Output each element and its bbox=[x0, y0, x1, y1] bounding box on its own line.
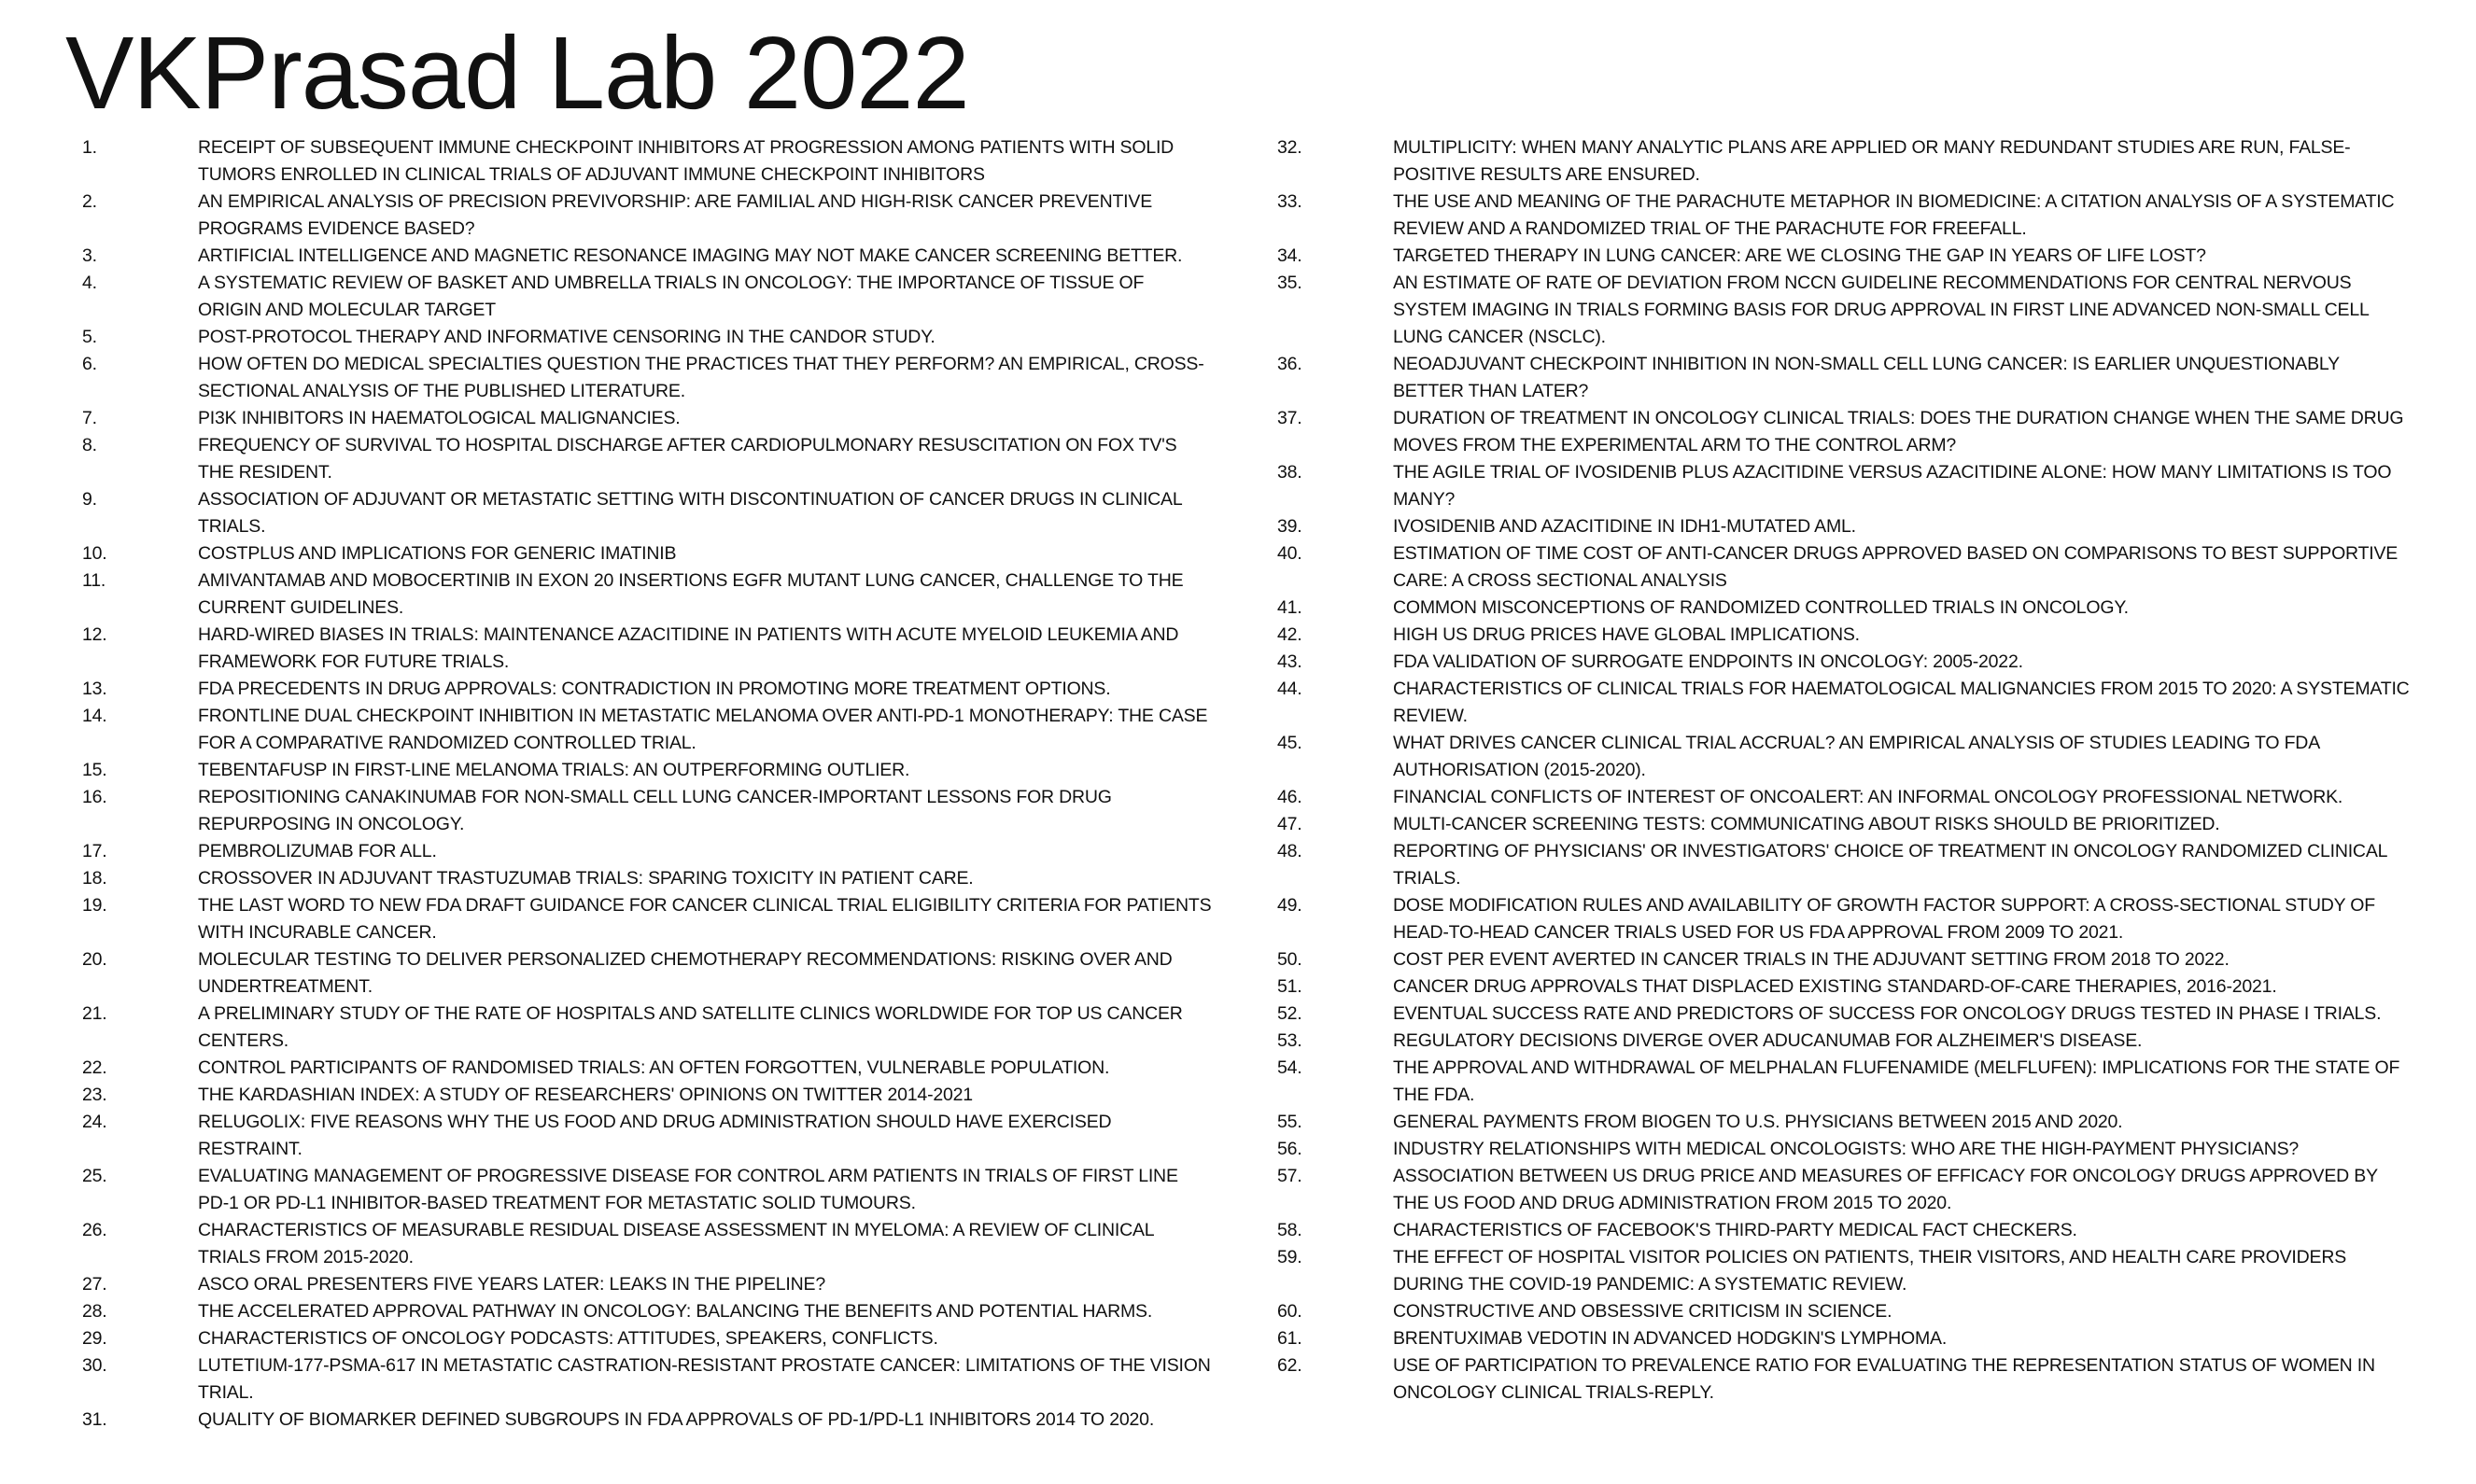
item-title: TEBENTAFUSP IN FIRST-LINE MELANOMA TRIALS: AN OUTPERFORMING OUTLIER. bbox=[198, 760, 910, 780]
item-number: 39. bbox=[1277, 516, 1302, 537]
item-title: THE APPROVAL AND WITHDRAWAL OF MELPHALAN FLUFENAMIDE (MELFLUFEN): IMPLICATIONS FOR THE STATE OF THE FDA. bbox=[1393, 1057, 2400, 1105]
item-title: A PRELIMINARY STUDY OF THE RATE OF HOSPITALS AND SATELLITE CLINICS WORLDWIDE FOR TOP US CANCER CENTERS. bbox=[198, 1003, 1183, 1051]
item-title: FRONTLINE DUAL CHECKPOINT INHIBITION IN METASTATIC MELANOMA OVER ANTI-PD-1 MONOTHERAPY: THE CASE FOR A COMPARATIVE RANDOMIZED CONTROLLED TRIAL. bbox=[198, 706, 1208, 753]
item-title: PEMBROLIZUMAB FOR ALL. bbox=[198, 841, 437, 861]
list-item bbox=[1277, 1244, 2412, 1298]
item-title: DOSE MODIFICATION RULES AND AVAILABILITY OF GROWTH FACTOR SUPPORT: A CROSS-SECTIONAL STUDY OF HEAD-TO-HEAD CANCER TRIALS USED FOR US FDA APPROVAL FROM 2009 TO 2021. bbox=[1393, 895, 2375, 943]
item-number: 3. bbox=[82, 245, 97, 266]
list-item bbox=[1277, 676, 2412, 730]
list-item bbox=[1277, 1298, 2412, 1325]
list-item bbox=[82, 1271, 1212, 1298]
item-number: 1. bbox=[82, 137, 97, 158]
item-title: HIGH US DRUG PRICES HAVE GLOBAL IMPLICATIONS. bbox=[1393, 624, 1860, 645]
item-number: 5. bbox=[82, 327, 97, 347]
item-title: LUTETIUM-177-PSMA-617 IN METASTATIC CASTRATION-RESISTANT PROSTATE CANCER: LIMITATIONS OF THE VISION TRIAL. bbox=[198, 1355, 1211, 1403]
item-number: 37. bbox=[1277, 408, 1302, 428]
item-number: 20. bbox=[82, 949, 107, 970]
list-item bbox=[1277, 1352, 2412, 1407]
list-item bbox=[1277, 1028, 2412, 1055]
list-item bbox=[82, 351, 1212, 405]
list-item bbox=[82, 486, 1212, 540]
item-title: CONTROL PARTICIPANTS OF RANDOMISED TRIALS: AN OFTEN FORGOTTEN, VULNERABLE POPULATION. bbox=[198, 1057, 1110, 1078]
list-item bbox=[82, 270, 1212, 324]
list-item bbox=[1277, 459, 2412, 513]
item-title: REPOSITIONING CANAKINUMAB FOR NON-SMALL CELL LUNG CANCER-IMPORTANT LESSONS FOR DRUG REPURPOSING IN ONCOLOGY. bbox=[198, 787, 1112, 834]
item-number: 9. bbox=[82, 489, 97, 510]
list-item bbox=[1277, 243, 2412, 270]
item-title: TARGETED THERAPY IN LUNG CANCER: ARE WE CLOSING THE GAP IN YEARS OF LIFE LOST? bbox=[1393, 245, 2206, 266]
item-title: INDUSTRY RELATIONSHIPS WITH MEDICAL ONCOLOGISTS: WHO ARE THE HIGH-PAYMENT PHYSICIANS? bbox=[1393, 1139, 2300, 1159]
item-number: 44. bbox=[1277, 679, 1302, 699]
list-item bbox=[1277, 838, 2412, 892]
item-number: 25. bbox=[82, 1166, 107, 1186]
item-title: PI3K INHIBITORS IN HAEMATOLOGICAL MALIGNANCIES. bbox=[198, 408, 681, 428]
list-item bbox=[1277, 973, 2412, 1001]
publication-list-left bbox=[82, 134, 1212, 1434]
list-item bbox=[82, 1163, 1212, 1217]
item-title: COMMON MISCONCEPTIONS OF RANDOMIZED CONTROLLED TRIALS IN ONCOLOGY. bbox=[1393, 597, 2129, 618]
item-number: 61. bbox=[1277, 1328, 1302, 1349]
list-item bbox=[82, 1407, 1212, 1434]
item-number: 8. bbox=[82, 435, 97, 455]
list-item bbox=[82, 946, 1212, 1001]
item-title: FINANCIAL CONFLICTS OF INTEREST OF ONCOALERT: AN INFORMAL ONCOLOGY PROFESSIONAL NETWORK. bbox=[1393, 787, 2343, 807]
list-item bbox=[1277, 649, 2412, 676]
list-item bbox=[82, 243, 1212, 270]
list-item bbox=[1277, 1163, 2412, 1217]
item-title: CANCER DRUG APPROVALS THAT DISPLACED EXISTING STANDARD-OF-CARE THERAPIES, 2016-2021. bbox=[1393, 976, 2277, 997]
item-number: 28. bbox=[82, 1301, 107, 1322]
item-number: 15. bbox=[82, 760, 107, 780]
list-item bbox=[1277, 1109, 2412, 1136]
list-item bbox=[1277, 1001, 2412, 1028]
page-title: VKPrasad Lab 2022 bbox=[65, 16, 969, 131]
item-number: 17. bbox=[82, 841, 107, 861]
list-item bbox=[1277, 351, 2412, 405]
list-item bbox=[1277, 1055, 2412, 1109]
item-number: 6. bbox=[82, 354, 97, 374]
item-number: 57. bbox=[1277, 1166, 1302, 1186]
item-number: 47. bbox=[1277, 814, 1302, 834]
item-title: THE KARDASHIAN INDEX: A STUDY OF RESEARCHERS' OPINIONS ON TWITTER 2014-2021 bbox=[198, 1085, 973, 1105]
list-item bbox=[1277, 513, 2412, 540]
list-item bbox=[1277, 946, 2412, 973]
item-number: 10. bbox=[82, 543, 107, 564]
item-number: 16. bbox=[82, 787, 107, 807]
item-number: 34. bbox=[1277, 245, 1302, 266]
list-item bbox=[82, 567, 1212, 622]
item-number: 31. bbox=[82, 1409, 107, 1430]
item-number: 46. bbox=[1277, 787, 1302, 807]
item-title: CROSSOVER IN ADJUVANT TRASTUZUMAB TRIALS: SPARING TOXICITY IN PATIENT CARE. bbox=[198, 868, 974, 889]
list-item bbox=[82, 757, 1212, 784]
list-item bbox=[82, 1055, 1212, 1082]
list-item bbox=[82, 540, 1212, 567]
item-number: 48. bbox=[1277, 841, 1302, 861]
list-item bbox=[1277, 270, 2412, 351]
list-item bbox=[82, 324, 1212, 351]
item-title: GENERAL PAYMENTS FROM BIOGEN TO U.S. PHYSICIANS BETWEEN 2015 AND 2020. bbox=[1393, 1112, 2123, 1132]
list-item bbox=[82, 405, 1212, 432]
item-number: 11. bbox=[82, 570, 106, 591]
item-title: THE USE AND MEANING OF THE PARACHUTE METAPHOR IN BIOMEDICINE: A CITATION ANALYSIS OF A SYSTEMATIC REVIEW AND A RANDOMIZED TRIAL OF THE PARACHUTE FOR FREEFALL. bbox=[1393, 191, 2395, 239]
item-title: ESTIMATION OF TIME COST OF ANTI-CANCER DRUGS APPROVED BASED ON COMPARISONS TO BEST SUPPORTIVE CARE: A CROSS SECTIONAL ANALYSIS bbox=[1393, 543, 2399, 591]
item-title: ASSOCIATION OF ADJUVANT OR METASTATIC SETTING WITH DISCONTINUATION OF CANCER DRUGS IN CLINICAL TRIALS. bbox=[198, 489, 1182, 537]
publication-list-right bbox=[1277, 134, 2412, 1407]
item-number: 18. bbox=[82, 868, 107, 889]
item-number: 7. bbox=[82, 408, 97, 428]
item-title: POST-PROTOCOL THERAPY AND INFORMATIVE CENSORING IN THE CANDOR STUDY. bbox=[198, 327, 936, 347]
item-title: USE OF PARTICIPATION TO PREVALENCE RATIO FOR EVALUATING THE REPRESENTATION STATUS OF WOMEN IN ONCOLOGY CLINICAL TRIALS-REPLY. bbox=[1393, 1355, 2375, 1403]
item-number: 26. bbox=[82, 1220, 107, 1240]
item-title: A SYSTEMATIC REVIEW OF BASKET AND UMBRELLA TRIALS IN ONCOLOGY: THE IMPORTANCE OF TISSUE OF ORIGIN AND MOLECULAR TARGET bbox=[198, 273, 1145, 320]
list-item bbox=[1277, 1217, 2412, 1244]
item-title: MOLECULAR TESTING TO DELIVER PERSONALIZED CHEMOTHERAPY RECOMMENDATIONS: RISKING OVER AND UNDERTREATMENT. bbox=[198, 949, 1173, 997]
list-item bbox=[1277, 1136, 2412, 1163]
item-number: 29. bbox=[82, 1328, 107, 1349]
list-item bbox=[82, 703, 1212, 757]
list-item bbox=[82, 432, 1212, 486]
item-title: CHARACTERISTICS OF MEASURABLE RESIDUAL DISEASE ASSESSMENT IN MYELOMA: A REVIEW OF CLINICAL TRIALS FROM 2015-2020. bbox=[198, 1220, 1154, 1267]
item-title: COSTPLUS AND IMPLICATIONS FOR GENERIC IMATINIB bbox=[198, 543, 677, 564]
item-title: REGULATORY DECISIONS DIVERGE OVER ADUCANUMAB FOR ALZHEIMER'S DISEASE. bbox=[1393, 1030, 2143, 1051]
item-title: THE LAST WORD TO NEW FDA DRAFT GUIDANCE FOR CANCER CLINICAL TRIAL ELIGIBILITY CRITERIA FOR PATIENTS WITH INCURABLE CANCER. bbox=[198, 895, 1212, 943]
item-number: 12. bbox=[82, 624, 107, 645]
item-number: 30. bbox=[82, 1355, 107, 1376]
item-number: 13. bbox=[82, 679, 107, 699]
list-item bbox=[82, 189, 1212, 243]
item-title: THE AGILE TRIAL OF IVOSIDENIB PLUS AZACITIDINE VERSUS AZACITIDINE ALONE: HOW MANY LIMITATIONS IS TOO MANY? bbox=[1393, 462, 2392, 510]
item-number: 56. bbox=[1277, 1139, 1302, 1159]
list-item bbox=[1277, 730, 2412, 784]
item-title: DURATION OF TREATMENT IN ONCOLOGY CLINICAL TRIALS: DOES THE DURATION CHANGE WHEN THE SAME DRUG MOVES FROM THE EXPERIMENTAL ARM TO THE CONTROL ARM? bbox=[1393, 408, 2404, 455]
list-item bbox=[82, 1352, 1212, 1407]
item-title: CHARACTERISTICS OF ONCOLOGY PODCASTS: ATTITUDES, SPEAKERS, CONFLICTS. bbox=[198, 1328, 938, 1349]
list-item bbox=[82, 622, 1212, 676]
item-title: REPORTING OF PHYSICIANS' OR INVESTIGATORS' CHOICE OF TREATMENT IN ONCOLOGY RANDOMIZED CLINICAL TRIALS. bbox=[1393, 841, 2387, 889]
item-title: FREQUENCY OF SURVIVAL TO HOSPITAL DISCHARGE AFTER CARDIOPULMONARY RESUSCITATION ON FOX TV'S THE RESIDENT. bbox=[198, 435, 1177, 483]
item-title: WHAT DRIVES CANCER CLINICAL TRIAL ACCRUAL? AN EMPIRICAL ANALYSIS OF STUDIES LEADING TO FDA AUTHORISATION (2015-2020). bbox=[1393, 733, 2319, 780]
list-item bbox=[1277, 595, 2412, 622]
item-title: QUALITY OF BIOMARKER DEFINED SUBGROUPS IN FDA APPROVALS OF PD-1/PD-L1 INHIBITORS 2014 TO 2020. bbox=[198, 1409, 1155, 1430]
list-item bbox=[1277, 622, 2412, 649]
list-item bbox=[82, 1082, 1212, 1109]
item-number: 41. bbox=[1277, 597, 1302, 618]
item-title: RECEIPT OF SUBSEQUENT IMMUNE CHECKPOINT INHIBITORS AT PROGRESSION AMONG PATIENTS WITH SOLID TUMORS ENROLLED IN CLINICAL TRIALS OF ADJUVANT IMMUNE CHECKPOINT INHIBITORS bbox=[198, 137, 1175, 185]
list-item bbox=[1277, 1325, 2412, 1352]
list-item bbox=[1277, 405, 2412, 459]
item-number: 40. bbox=[1277, 543, 1302, 564]
item-title: CONSTRUCTIVE AND OBSESSIVE CRITICISM IN SCIENCE. bbox=[1393, 1301, 1892, 1322]
item-title: CHARACTERISTICS OF FACEBOOK'S THIRD-PARTY MEDICAL FACT CHECKERS. bbox=[1393, 1220, 2077, 1240]
list-item bbox=[1277, 189, 2412, 243]
item-number: 59. bbox=[1277, 1247, 1302, 1267]
item-title: CHARACTERISTICS OF CLINICAL TRIALS FOR HAEMATOLOGICAL MALIGNANCIES FROM 2015 TO 2020: A SYSTEMATIC REVIEW. bbox=[1393, 679, 2410, 726]
list-item bbox=[82, 784, 1212, 838]
item-title: MULTI-CANCER SCREENING TESTS: COMMUNICATING ABOUT RISKS SHOULD BE PRIORITIZED. bbox=[1393, 814, 2220, 834]
item-number: 52. bbox=[1277, 1003, 1302, 1024]
item-number: 43. bbox=[1277, 651, 1302, 672]
list-item bbox=[1277, 540, 2412, 595]
item-number: 55. bbox=[1277, 1112, 1302, 1132]
list-item bbox=[82, 1217, 1212, 1271]
item-title: THE ACCELERATED APPROVAL PATHWAY IN ONCOLOGY: BALANCING THE BENEFITS AND POTENTIAL HARMS. bbox=[198, 1301, 1153, 1322]
item-number: 22. bbox=[82, 1057, 107, 1078]
item-number: 24. bbox=[82, 1112, 107, 1132]
item-number: 32. bbox=[1277, 137, 1302, 158]
item-number: 33. bbox=[1277, 191, 1302, 212]
item-number: 60. bbox=[1277, 1301, 1302, 1322]
list-item bbox=[1277, 811, 2412, 838]
list-item bbox=[1277, 134, 2412, 189]
item-number: 42. bbox=[1277, 624, 1302, 645]
item-title: AMIVANTAMAB AND MOBOCERTINIB IN EXON 20 INSERTIONS EGFR MUTANT LUNG CANCER, CHALLENGE TO THE CURRENT GUIDELINES. bbox=[198, 570, 1184, 618]
item-title: ARTIFICIAL INTELLIGENCE AND MAGNETIC RESONANCE IMAGING MAY NOT MAKE CANCER SCREENING BETTER. bbox=[198, 245, 1183, 266]
item-title: EVENTUAL SUCCESS RATE AND PREDICTORS OF SUCCESS FOR ONCOLOGY DRUGS TESTED IN PHASE I TRIALS. bbox=[1393, 1003, 2382, 1024]
item-number: 38. bbox=[1277, 462, 1302, 483]
item-title: FDA PRECEDENTS IN DRUG APPROVALS: CONTRADICTION IN PROMOTING MORE TREATMENT OPTIONS. bbox=[198, 679, 1111, 699]
item-title: ASCO ORAL PRESENTERS FIVE YEARS LATER: LEAKS IN THE PIPELINE? bbox=[198, 1274, 825, 1295]
item-number: 53. bbox=[1277, 1030, 1302, 1051]
list-item bbox=[82, 1001, 1212, 1055]
item-title: AN ESTIMATE OF RATE OF DEVIATION FROM NCCN GUIDELINE RECOMMENDATIONS FOR CENTRAL NERVOUS SYSTEM IMAGING IN TRIALS FORMING BASIS FOR DRUG APPROVAL IN FIRST LINE ADVANCED NON-SMALL CELL LUNG CANCER (NSCLC). bbox=[1393, 273, 2369, 347]
item-title: HOW OFTEN DO MEDICAL SPECIALTIES QUESTION THE PRACTICES THAT THEY PERFORM? AN EMPIRICAL, CROSS-SECTIONAL ANALYSIS OF THE PUBLISHED LITERATURE. bbox=[198, 354, 1204, 401]
item-number: 62. bbox=[1277, 1355, 1302, 1376]
item-title: EVALUATING MANAGEMENT OF PROGRESSIVE DISEASE FOR CONTROL ARM PATIENTS IN TRIALS OF FIRST LINE PD-1 OR PD-L1 INHIBITOR-BASED TREATMENT FOR METASTATIC SOLID TUMOURS. bbox=[198, 1166, 1178, 1213]
item-number: 54. bbox=[1277, 1057, 1302, 1078]
item-title: IVOSIDENIB AND AZACITIDINE IN IDH1-MUTATED AML. bbox=[1393, 516, 1856, 537]
list-item bbox=[1277, 892, 2412, 946]
item-title: FDA VALIDATION OF SURROGATE ENDPOINTS IN ONCOLOGY: 2005-2022. bbox=[1393, 651, 2023, 672]
item-number: 21. bbox=[82, 1003, 107, 1024]
item-number: 23. bbox=[82, 1085, 107, 1105]
item-number: 14. bbox=[82, 706, 107, 726]
list-item bbox=[82, 1325, 1212, 1352]
item-number: 2. bbox=[82, 191, 97, 212]
item-title: BRENTUXIMAB VEDOTIN IN ADVANCED HODGKIN'S LYMPHOMA. bbox=[1393, 1328, 1948, 1349]
item-title: NEOADJUVANT CHECKPOINT INHIBITION IN NON-SMALL CELL LUNG CANCER: IS EARLIER UNQUESTIONABLY BETTER THAN LATER? bbox=[1393, 354, 2340, 401]
list-item bbox=[1277, 784, 2412, 811]
item-title: ASSOCIATION BETWEEN US DRUG PRICE AND MEASURES OF EFFICACY FOR ONCOLOGY DRUGS APPROVED BY THE US FOOD AND DRUG ADMINISTRATION FROM 2015 TO 2020. bbox=[1393, 1166, 2378, 1213]
item-number: 49. bbox=[1277, 895, 1302, 916]
list-item bbox=[82, 838, 1212, 865]
list-item bbox=[82, 1298, 1212, 1325]
list-item bbox=[82, 1109, 1212, 1163]
item-number: 50. bbox=[1277, 949, 1302, 970]
list-item bbox=[82, 676, 1212, 703]
list-item bbox=[82, 865, 1212, 892]
list-item bbox=[82, 892, 1212, 946]
item-title: THE EFFECT OF HOSPITAL VISITOR POLICIES ON PATIENTS, THEIR VISITORS, AND HEALTH CARE PROVIDERS DURING THE COVID-19 PANDEMIC: A SYSTEMATIC REVIEW. bbox=[1393, 1247, 2347, 1295]
item-number: 36. bbox=[1277, 354, 1302, 374]
item-title: AN EMPIRICAL ANALYSIS OF PRECISION PREVIVORSHIP: ARE FAMILIAL AND HIGH-RISK CANCER PREVENTIVE PROGRAMS EVIDENCE BASED? bbox=[198, 191, 1153, 239]
item-title: COST PER EVENT AVERTED IN CANCER TRIALS IN THE ADJUVANT SETTING FROM 2018 TO 2022. bbox=[1393, 949, 2230, 970]
item-title: HARD-WIRED BIASES IN TRIALS: MAINTENANCE AZACITIDINE IN PATIENTS WITH ACUTE MYELOID LEUKEMIA AND FRAMEWORK FOR FUTURE TRIALS. bbox=[198, 624, 1179, 672]
item-number: 45. bbox=[1277, 733, 1302, 753]
list-item bbox=[82, 134, 1212, 189]
item-number: 51. bbox=[1277, 976, 1302, 997]
item-number: 4. bbox=[82, 273, 97, 293]
item-title: MULTIPLICITY: WHEN MANY ANALYTIC PLANS ARE APPLIED OR MANY REDUNDANT STUDIES ARE RUN, FALSE-POSITIVE RESULTS ARE ENSURED. bbox=[1393, 137, 2351, 185]
item-number: 58. bbox=[1277, 1220, 1302, 1240]
item-title: RELUGOLIX: FIVE REASONS WHY THE US FOOD AND DRUG ADMINISTRATION SHOULD HAVE EXERCISED RESTRAINT. bbox=[198, 1112, 1112, 1159]
item-number: 27. bbox=[82, 1274, 107, 1295]
item-number: 35. bbox=[1277, 273, 1302, 293]
item-number: 19. bbox=[82, 895, 107, 916]
